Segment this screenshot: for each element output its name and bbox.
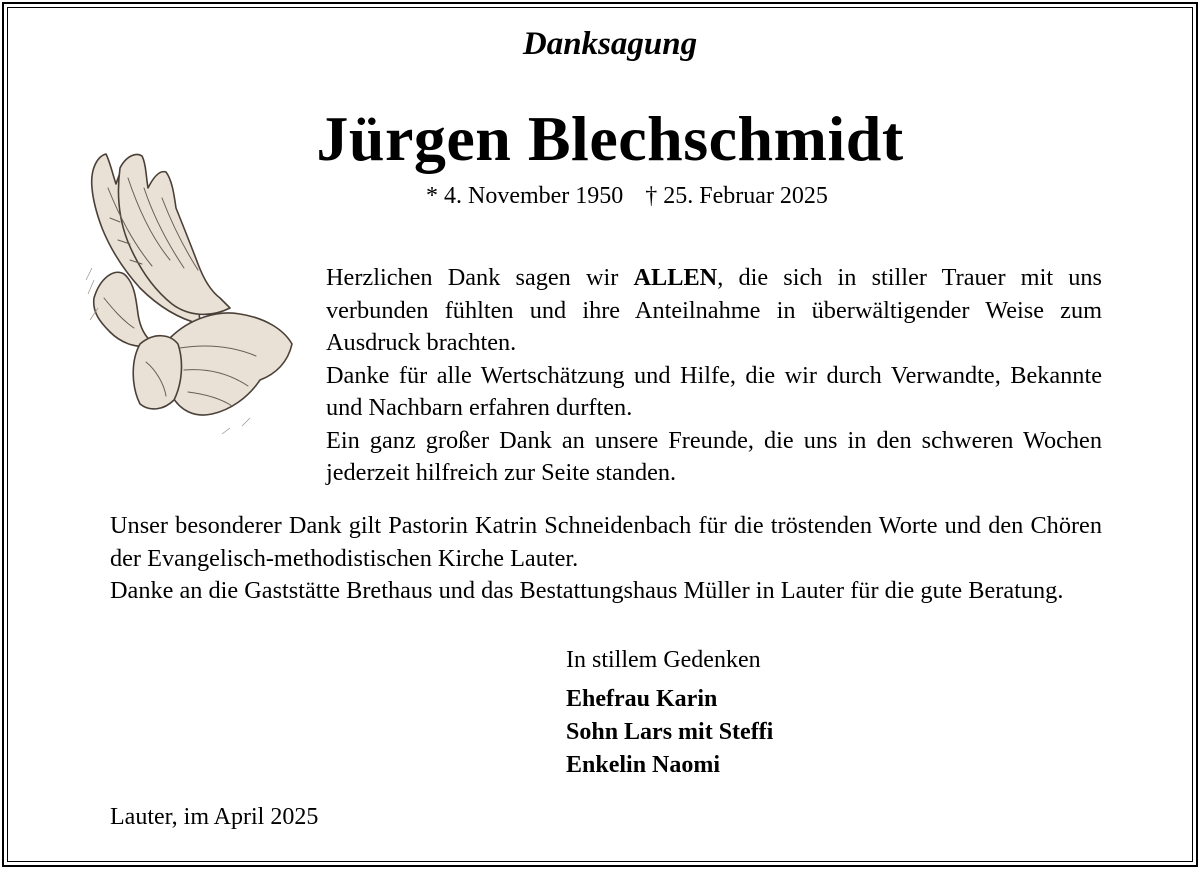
message-intro: Herzlichen Dank sagen wir ALLEN, die sich in stiller Trauer mit uns verbunden fühlten und ihre Anteilnahme in überwältigender Weise zum Ausdruck brachten. bbox=[326, 264, 1102, 356]
life-dates bbox=[426, 183, 828, 210]
message-line-3: Ein ganz großer Dank an unsere Freunde, die uns in den schweren Wochen jederzeit hilfreich zur Seite standen. bbox=[326, 426, 1102, 486]
family-member: Enkelin Naomi bbox=[566, 752, 721, 778]
message-line-2: Danke für alle Wertschätzung und Hilfe, die wir durch Verwandte, Bekannte und Nachbarn erfahren durften. bbox=[326, 361, 1102, 421]
message-block bbox=[326, 262, 1102, 490]
thanks-block bbox=[110, 510, 1102, 608]
closing-line: In stillem Gedenken bbox=[566, 647, 761, 673]
family-member: Ehefrau Karin bbox=[566, 686, 718, 712]
family-signatures bbox=[566, 683, 773, 782]
place-date: Lauter, im April 2025 bbox=[110, 804, 319, 830]
notice-heading: Danksagung bbox=[522, 26, 698, 62]
message-intro-emphasis: ALLEN bbox=[633, 264, 718, 291]
birth-date: * 4. November 1950 bbox=[426, 183, 624, 209]
death-date: † 25. Februar 2025 bbox=[645, 183, 828, 209]
thanks-business: Danke an die Gaststätte Brethaus und das Bestattungshaus Müller in Lauter für die gute Beratung. bbox=[110, 577, 1064, 604]
deceased-name: Jürgen Blechschmidt bbox=[316, 103, 904, 174]
thanks-pastor: Unser besonderer Dank gilt Pastorin Katrin Schneidenbach für die tröstenden Worte und den Chören der Evangelisch-methodistischen Kirche Lauter. bbox=[110, 512, 1102, 572]
praying-hands-icon bbox=[80, 148, 295, 438]
family-member: Sohn Lars mit Steffi bbox=[566, 719, 774, 745]
